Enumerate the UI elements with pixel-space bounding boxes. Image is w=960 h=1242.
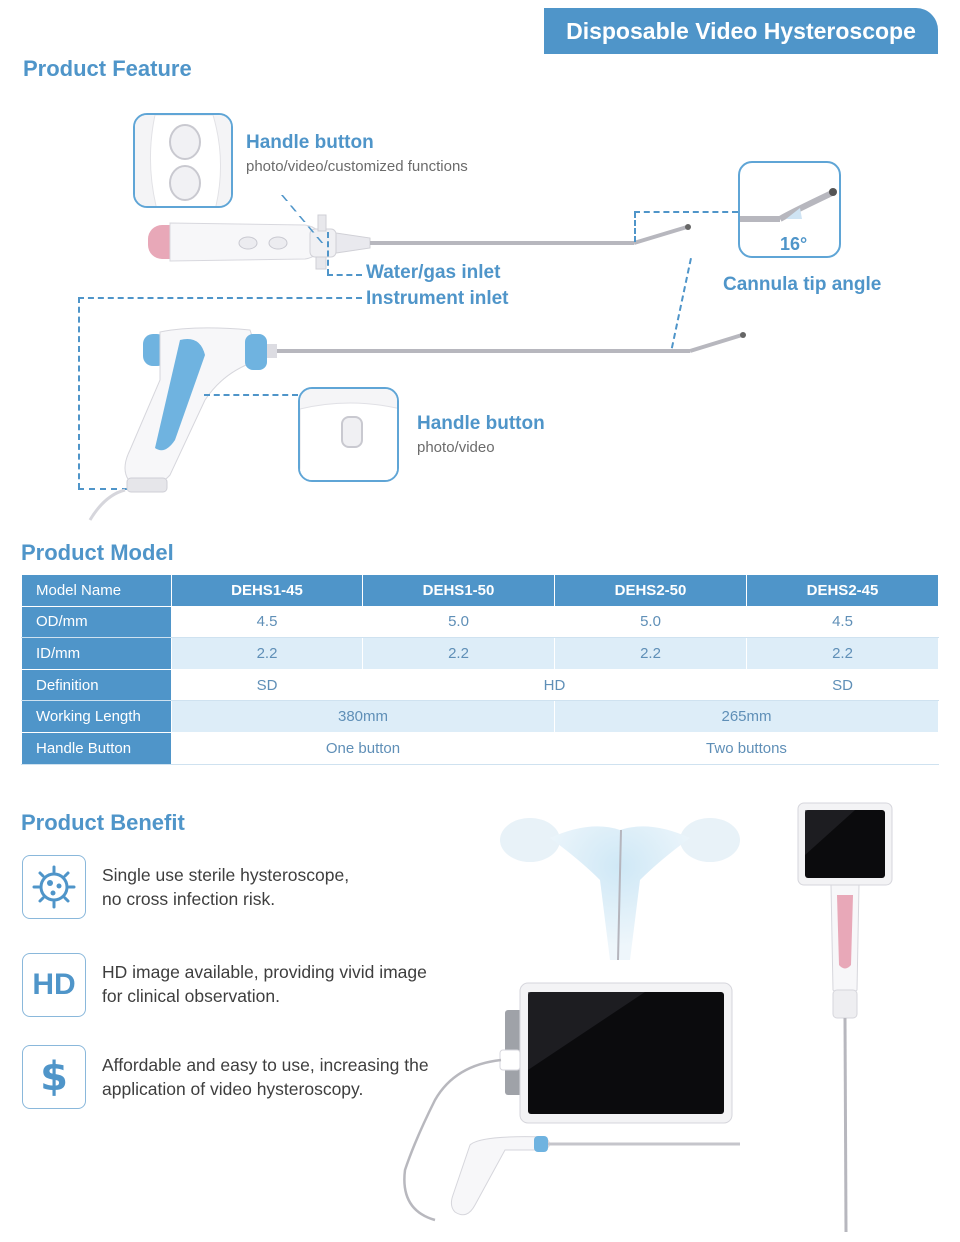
- dollar-icon: $: [22, 1045, 86, 1109]
- table-cell: Two buttons: [555, 732, 939, 764]
- table-row: [22, 701, 939, 733]
- tip-angle-value: 16°: [780, 234, 808, 254]
- banner-title: Disposable Video Hysteroscope: [566, 17, 916, 44]
- header-dehs2-45: DEHS2-45: [747, 575, 939, 607]
- header-model-name: Model Name: [22, 575, 172, 607]
- table-cell: 5.0: [363, 606, 555, 638]
- water-gas-inlet-label: Water/gas inlet: [366, 262, 501, 283]
- handle-button-desc-1: photo/video/customized functions: [246, 158, 468, 175]
- handle-button-label-2: Handle button: [417, 413, 545, 434]
- header-dehs2-50: DEHS2-50: [555, 575, 747, 607]
- table-cell: 4.5: [172, 606, 363, 638]
- benefit-text-2: HD image available, providing vivid image for clinical observation.: [102, 962, 427, 1006]
- handle-button-closeup-1: [133, 113, 233, 208]
- hd-icon-text: HD: [32, 968, 76, 1001]
- table-cell: 2.2: [747, 638, 939, 670]
- dashline-handle-2: [204, 394, 298, 396]
- table-row: [22, 669, 939, 701]
- row-label-working-length: Working Length: [22, 701, 172, 733]
- virus-icon: [22, 855, 86, 919]
- monitor-with-scope-image: [395, 980, 740, 1235]
- benefit-text-1: Single use sterile hysteroscope, no cross infection risk.: [102, 865, 350, 909]
- dashline-instrument-inlet: [78, 297, 362, 299]
- row-label-id: ID/mm: [22, 638, 172, 670]
- hd-icon: [22, 953, 86, 1017]
- table-cell: HD: [363, 669, 747, 701]
- table-cell: 4.5: [747, 606, 939, 638]
- table-cell: 2.2: [555, 638, 747, 670]
- table-cell: 2.2: [172, 638, 363, 670]
- table-cell: SD: [172, 669, 363, 701]
- dashline-tip-horizontal: [634, 211, 738, 213]
- dashline-water-inlet: [327, 274, 362, 276]
- table-row: [22, 638, 939, 670]
- table-row: [22, 732, 939, 764]
- table-cell: 2.2: [363, 638, 555, 670]
- uterus-illustration: [490, 800, 750, 965]
- cannula-tip-angle-label: Cannula tip angle: [723, 274, 882, 295]
- page-banner: [544, 8, 938, 54]
- handheld-scope-image: [795, 800, 895, 1240]
- table-header-row: [22, 575, 939, 607]
- handle-button-desc-2: photo/video: [417, 439, 495, 456]
- table-cell: 265mm: [555, 701, 939, 733]
- handle-button-label-1: Handle button: [246, 132, 374, 153]
- table-cell: One button: [172, 732, 555, 764]
- handle-button-closeup-2: [298, 387, 399, 482]
- product-model-table: [21, 574, 939, 765]
- dashline-inlet-vertical: [327, 232, 329, 275]
- table-cell: 380mm: [172, 701, 555, 733]
- dashline-instrument-vertical: [78, 297, 80, 489]
- row-label-handle-button: Handle Button: [22, 732, 172, 764]
- table-cell: 5.0: [555, 606, 747, 638]
- product-benefit-title: Product Benefit: [21, 810, 185, 835]
- instrument-inlet-label: Instrument inlet: [366, 288, 509, 309]
- benefit-text-3: Affordable and easy to use, increasing the application of video hysteroscopy.: [102, 1055, 429, 1099]
- table-cell: SD: [747, 669, 939, 701]
- header-dehs1-50: DEHS1-50: [363, 575, 555, 607]
- product-feature-title: Product Feature: [23, 56, 192, 81]
- row-label-od: OD/mm: [22, 606, 172, 638]
- dashline-tip-vertical: [634, 212, 636, 242]
- product-model-title: Product Model: [21, 540, 174, 565]
- table-row: [22, 606, 939, 638]
- row-label-definition: Definition: [22, 669, 172, 701]
- header-dehs1-45: DEHS1-45: [172, 575, 363, 607]
